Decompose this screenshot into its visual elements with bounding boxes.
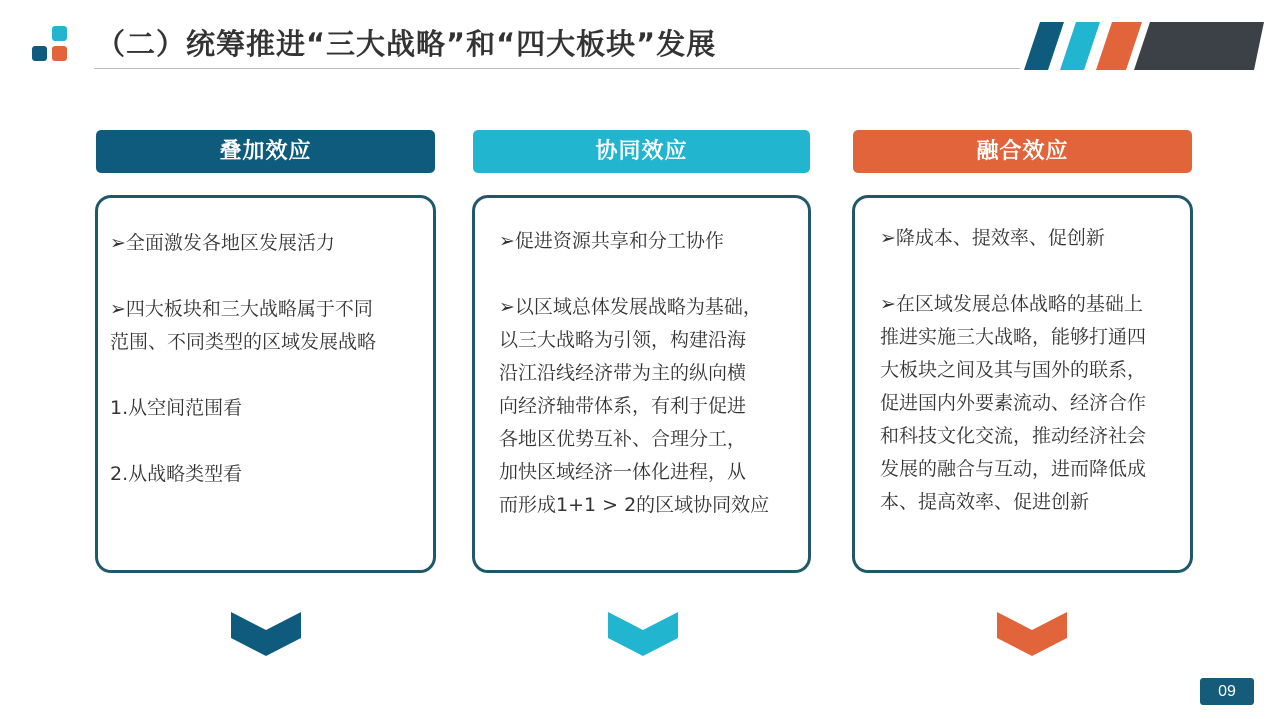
page-number: 09 (1200, 678, 1254, 705)
card-line: ➢在区域发展总体战略的基础上 (880, 293, 1143, 315)
card-line: 2.从战略类型看 (110, 463, 243, 485)
card-line: 沿江沿线经济带为主的纵向横 (499, 362, 747, 384)
card-line: 而形成1+1 > 2的区域协同效应 (499, 494, 770, 516)
heading-fusion-effect: 融合效应 (853, 130, 1192, 173)
card-fusion-effect (852, 195, 1193, 573)
page-title: （二）统筹推进“三大战略”和“四大板块”发展 (96, 27, 717, 61)
chevron-down-icon (997, 612, 1067, 656)
chevron-down-icon (231, 612, 301, 656)
card-line: 大板块之间及其与国外的联系， (880, 359, 1147, 381)
card-line: 向经济轴带体系，有利于促进 (499, 395, 747, 417)
card-line: 各地区优势互补、合理分工， (499, 428, 747, 450)
card-line: 范围、不同类型的区域发展战略 (110, 331, 377, 353)
card-line: 1.从空间范围看 (110, 397, 243, 419)
logo-icon (32, 26, 72, 66)
card-synergy-effect (472, 195, 811, 573)
card-line: 本、提高效率、促进创新 (880, 491, 1090, 513)
card-line: 和科技文化交流，推动经济社会 (880, 425, 1147, 447)
card-line: 发展的融合与互动，进而降低成 (880, 458, 1147, 480)
card-line: 推进实施三大战略，能够打通四 (880, 326, 1147, 348)
card-line: 促进国内外要素流动、经济合作 (880, 392, 1147, 414)
chevron-down-icon (608, 612, 678, 656)
card-line: 以三大战略为引领，构建沿海 (499, 329, 747, 351)
card-line: ➢全面激发各地区发展活力 (110, 232, 335, 254)
card-line: ➢以区域总体发展战略为基础， (499, 296, 762, 318)
card-line: ➢降成本、提效率、促创新 (880, 227, 1105, 249)
title-underline (94, 68, 1020, 69)
heading-overlay-effect: 叠加效应 (96, 130, 435, 173)
card-line: 加快区域经济一体化进程，从 (499, 461, 747, 483)
card-overlay-effect (95, 195, 436, 573)
heading-synergy-effect: 协同效应 (473, 130, 810, 173)
card-line: ➢四大板块和三大战略属于不同 (110, 298, 373, 320)
card-line: ➢促进资源共享和分工协作 (499, 230, 724, 252)
decorative-stripes (1024, 22, 1264, 70)
